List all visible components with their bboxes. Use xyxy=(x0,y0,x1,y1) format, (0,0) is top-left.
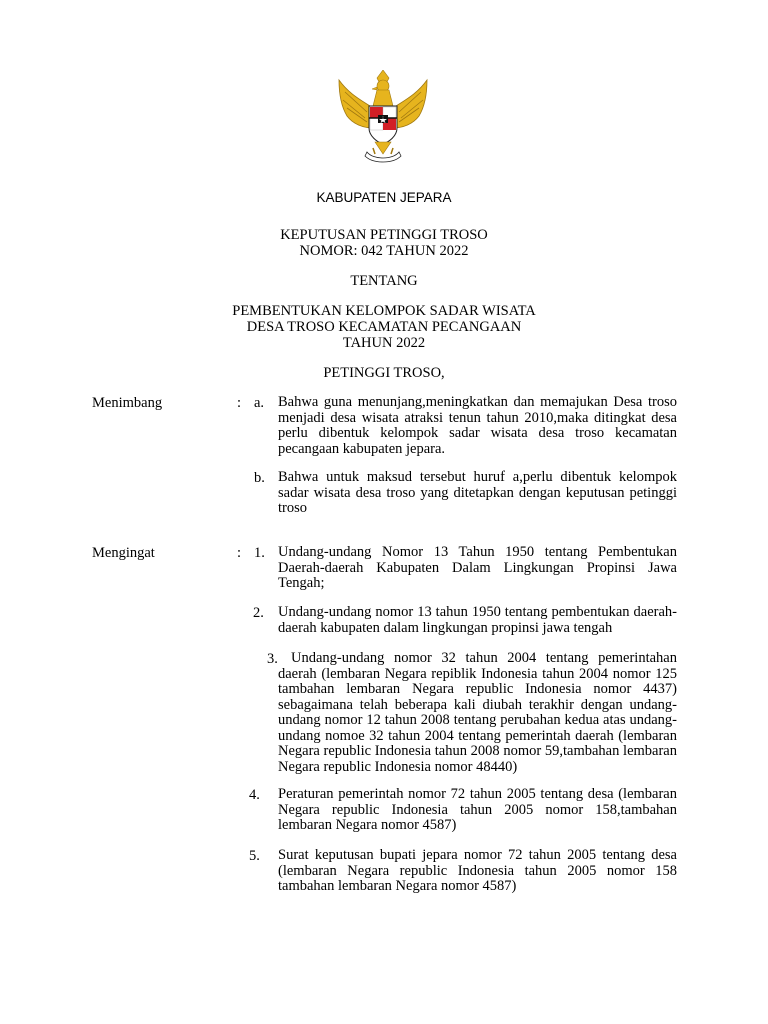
legal-basis-item-3: Undang-undang nomor 32 tahun 2004 tentang pemerintahan daerah (lembaran Negara repiblik Indonesia tahun 2004 nomor 125 tambahan lembaran Negara republic Indonesia nomor 4437) sebagaimana telah beberapa kali diubah terakhir dengan undang-undang nomor 12 tahun 2008 tentang perubahan kedua atas undang-undang nomoe 32 tahun 2004 tentang pemerintah daerah (lembaran Negara republic Indonesia tahun 2008 nomor 59,tambahan lembaran Negara republic Indonesia nomor 48440) xyxy=(278,650,677,775)
legal-basis-item-2: Undang-undang nomor 13 tahun 1950 tentang pembentukan daerah-daerah kabupaten dalam lingkungan propinsi jawa tengah xyxy=(278,604,677,636)
about-heading: TENTANG xyxy=(350,273,418,289)
subject-line-2: DESA TROSO KECAMATAN PECANGAAN xyxy=(246,319,522,335)
mengingat-label: Mengingat xyxy=(92,545,155,561)
decree-title: KEPUTUSAN PETINGGI TROSO xyxy=(280,227,488,243)
subject-line-3: TAHUN 2022 xyxy=(342,335,426,351)
consideration-item-b: Bahwa untuk maksud tersebut huruf a,perlu dibentuk kelompok sadar wisata desa troso yang ditetapkan dengan keputusan petinggi troso xyxy=(278,469,677,516)
consideration-item-a: Bahwa guna menunjang,meningkatkan dan memajukan Desa troso menjadi desa wisata atraksi tenun tahun 2010,maka ditingkat desa perlu dibentuk kelompok sadar wisata desa troso kecamatan pecangaan kabupaten jepara. xyxy=(278,394,677,457)
decree-number: NOMOR: 042 TAHUN 2022 xyxy=(299,243,469,259)
list-marker: 2. xyxy=(253,605,264,621)
garuda-pancasila-emblem-icon xyxy=(333,70,433,166)
menimbang-label: Menimbang xyxy=(92,395,163,411)
list-marker: 4. xyxy=(249,787,260,803)
list-marker: a. xyxy=(254,395,265,411)
list-marker: 3. xyxy=(267,651,278,667)
list-marker: b. xyxy=(254,470,265,486)
legal-basis-item-5: Surat keputusan bupati jepara nomor 72 tahun 2005 tentang desa (lembaran Negara republic Indonesia tahun 2005 nomor 158 tambahan lembaran Negara nomor 4587) xyxy=(278,847,677,894)
list-marker: 1. xyxy=(254,545,265,561)
legal-basis-item-1: Undang-undang Nomor 13 Tahun 1950 tentang Pembentukan Daerah-daerah Kabupaten Dalam Lingkungan Propinsi Jawa Tengah; xyxy=(278,544,677,591)
region-title: KABUPATEN JEPARA xyxy=(316,190,452,205)
list-marker: 5. xyxy=(249,848,260,864)
menimbang-colon: : xyxy=(237,395,242,411)
issuer-line: PETINGGI TROSO, xyxy=(323,365,445,381)
subject-line-1: PEMBENTUKAN KELOMPOK SADAR WISATA xyxy=(232,303,536,319)
legal-basis-item-4: Peraturan pemerintah nomor 72 tahun 2005 tentang desa (lembaran Negara republic Indonesia tahun 2005 nomor 158,tambahan lembaran Negara nomor 4587) xyxy=(278,786,677,833)
mengingat-colon: : xyxy=(237,545,242,561)
